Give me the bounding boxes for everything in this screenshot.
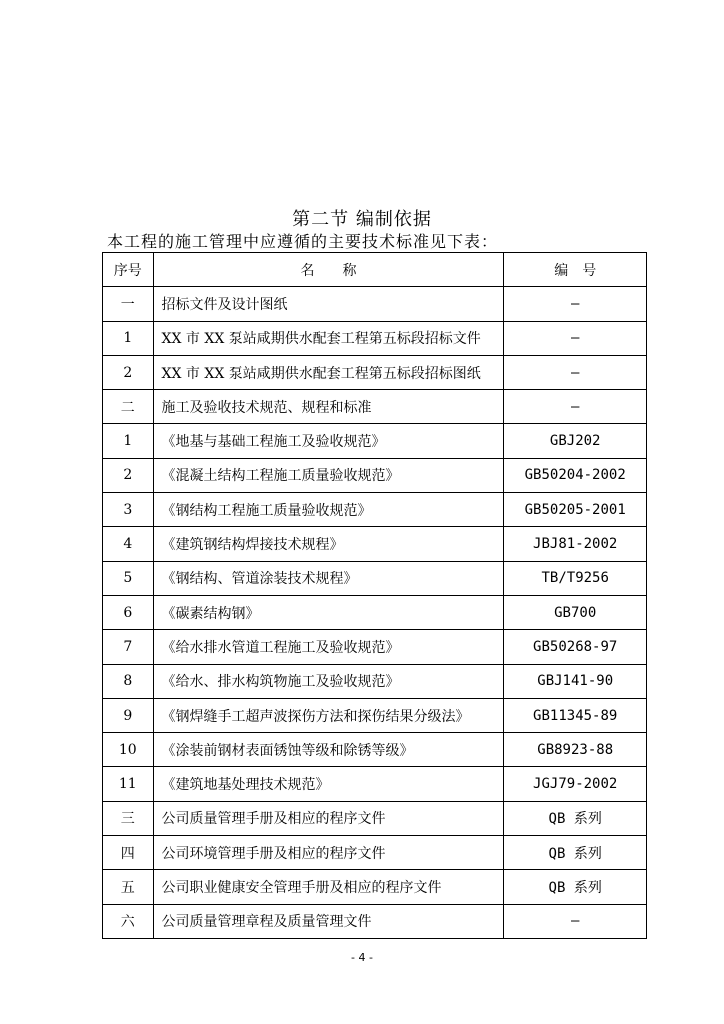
cell-code: JBJ81-2002 [504, 527, 647, 561]
cell-name: 《给水、排水构筑物施工及验收规范》 [153, 664, 504, 698]
table-row [103, 321, 647, 355]
cell-name: 公司职业健康安全管理手册及相应的程序文件 [153, 870, 504, 904]
table-row [103, 458, 647, 492]
table-row [103, 870, 647, 904]
cell-name: 施工及验收技术规范、规程和标准 [153, 390, 504, 424]
cell-code: GBJ141-90 [504, 664, 647, 698]
header-name: 名 称 [153, 253, 504, 287]
cell-serial-number: 六 [103, 904, 154, 938]
cell-name: 《钢结构、管道涂装技术规程》 [153, 561, 504, 595]
cell-code: GBJ202 [504, 424, 647, 458]
cell-name: 《建筑钢结构焊接技术规程》 [153, 527, 504, 561]
cell-code: — [504, 904, 647, 938]
table-row [103, 767, 647, 801]
table-row [103, 630, 647, 664]
table-row [103, 904, 647, 938]
cell-name: 公司质量管理手册及相应的程序文件 [153, 801, 504, 835]
cell-serial-number: 1 [103, 321, 154, 355]
table-body [103, 287, 647, 939]
cell-serial-number: 四 [103, 836, 154, 870]
cell-serial-number: 三 [103, 801, 154, 835]
cell-serial-number: 五 [103, 870, 154, 904]
cell-name: 《混凝土结构工程施工质量验收规范》 [153, 458, 504, 492]
cell-serial-number: 8 [103, 664, 154, 698]
table-row [103, 390, 647, 424]
cell-name: XX 市 XX 泵站咸期供水配套工程第五标段招标文件 [153, 321, 504, 355]
cell-name: 《碳素结构钢》 [153, 595, 504, 629]
cell-serial-number: 7 [103, 630, 154, 664]
cell-serial-number: 2 [103, 355, 154, 389]
cell-code: JGJ79-2002 [504, 767, 647, 801]
cell-code: QB 系列 [504, 870, 647, 904]
section-title: 第二节 编制依据 [292, 209, 432, 230]
table-row [103, 698, 647, 732]
table-row [103, 287, 647, 321]
cell-serial-number: 5 [103, 561, 154, 595]
cell-code: QB 系列 [504, 801, 647, 835]
intro-text: 本工程的施工管理中应遵循的主要技术标准见下表： [107, 232, 499, 251]
cell-serial-number: 10 [103, 733, 154, 767]
cell-code: GB50205-2001 [504, 493, 647, 527]
table-row [103, 595, 647, 629]
cell-code: TB/T9256 [504, 561, 647, 595]
cell-serial-number: 2 [103, 458, 154, 492]
cell-code: — [504, 287, 647, 321]
page-number: - 4 - [351, 951, 373, 964]
table-header-row [103, 253, 647, 287]
cell-name: 《建筑地基处理技术规范》 [153, 767, 504, 801]
cell-name: 《地基与基础工程施工及验收规范》 [153, 424, 504, 458]
table-row [103, 733, 647, 767]
cell-serial-number: 一 [103, 287, 154, 321]
table-row [103, 664, 647, 698]
cell-name: 招标文件及设计图纸 [153, 287, 504, 321]
table-row [103, 801, 647, 835]
table-row [103, 493, 647, 527]
cell-code: QB 系列 [504, 836, 647, 870]
cell-name: 《钢结构工程施工质量验收规范》 [153, 493, 504, 527]
cell-code: GB50204-2002 [504, 458, 647, 492]
cell-name: 《钢焊缝手工超声波探伤方法和探伤结果分级法》 [153, 698, 504, 732]
standards-table [102, 252, 647, 939]
cell-serial-number: 6 [103, 595, 154, 629]
cell-code: — [504, 355, 647, 389]
cell-name: XX 市 XX 泵站咸期供水配套工程第五标段招标图纸 [153, 355, 504, 389]
cell-code: GB700 [504, 595, 647, 629]
cell-code: — [504, 390, 647, 424]
table-row [103, 836, 647, 870]
cell-serial-number: 11 [103, 767, 154, 801]
header-serial-number: 序号 [103, 253, 154, 287]
cell-name: 《给水排水管道工程施工及验收规范》 [153, 630, 504, 664]
cell-serial-number: 9 [103, 698, 154, 732]
table-row [103, 527, 647, 561]
cell-code: GB50268-97 [504, 630, 647, 664]
table-row [103, 561, 647, 595]
cell-code: — [504, 321, 647, 355]
cell-serial-number: 4 [103, 527, 154, 561]
cell-name: 公司质量管理章程及质量管理文件 [153, 904, 504, 938]
cell-name: 公司环境管理手册及相应的程序文件 [153, 836, 504, 870]
table-row [103, 424, 647, 458]
cell-serial-number: 二 [103, 390, 154, 424]
table-row [103, 355, 647, 389]
header-code: 编 号 [504, 253, 647, 287]
cell-code: GB8923-88 [504, 733, 647, 767]
cell-name: 《涂装前钢材表面锈蚀等级和除锈等级》 [153, 733, 504, 767]
cell-serial-number: 3 [103, 493, 154, 527]
cell-serial-number: 1 [103, 424, 154, 458]
cell-code: GB11345-89 [504, 698, 647, 732]
